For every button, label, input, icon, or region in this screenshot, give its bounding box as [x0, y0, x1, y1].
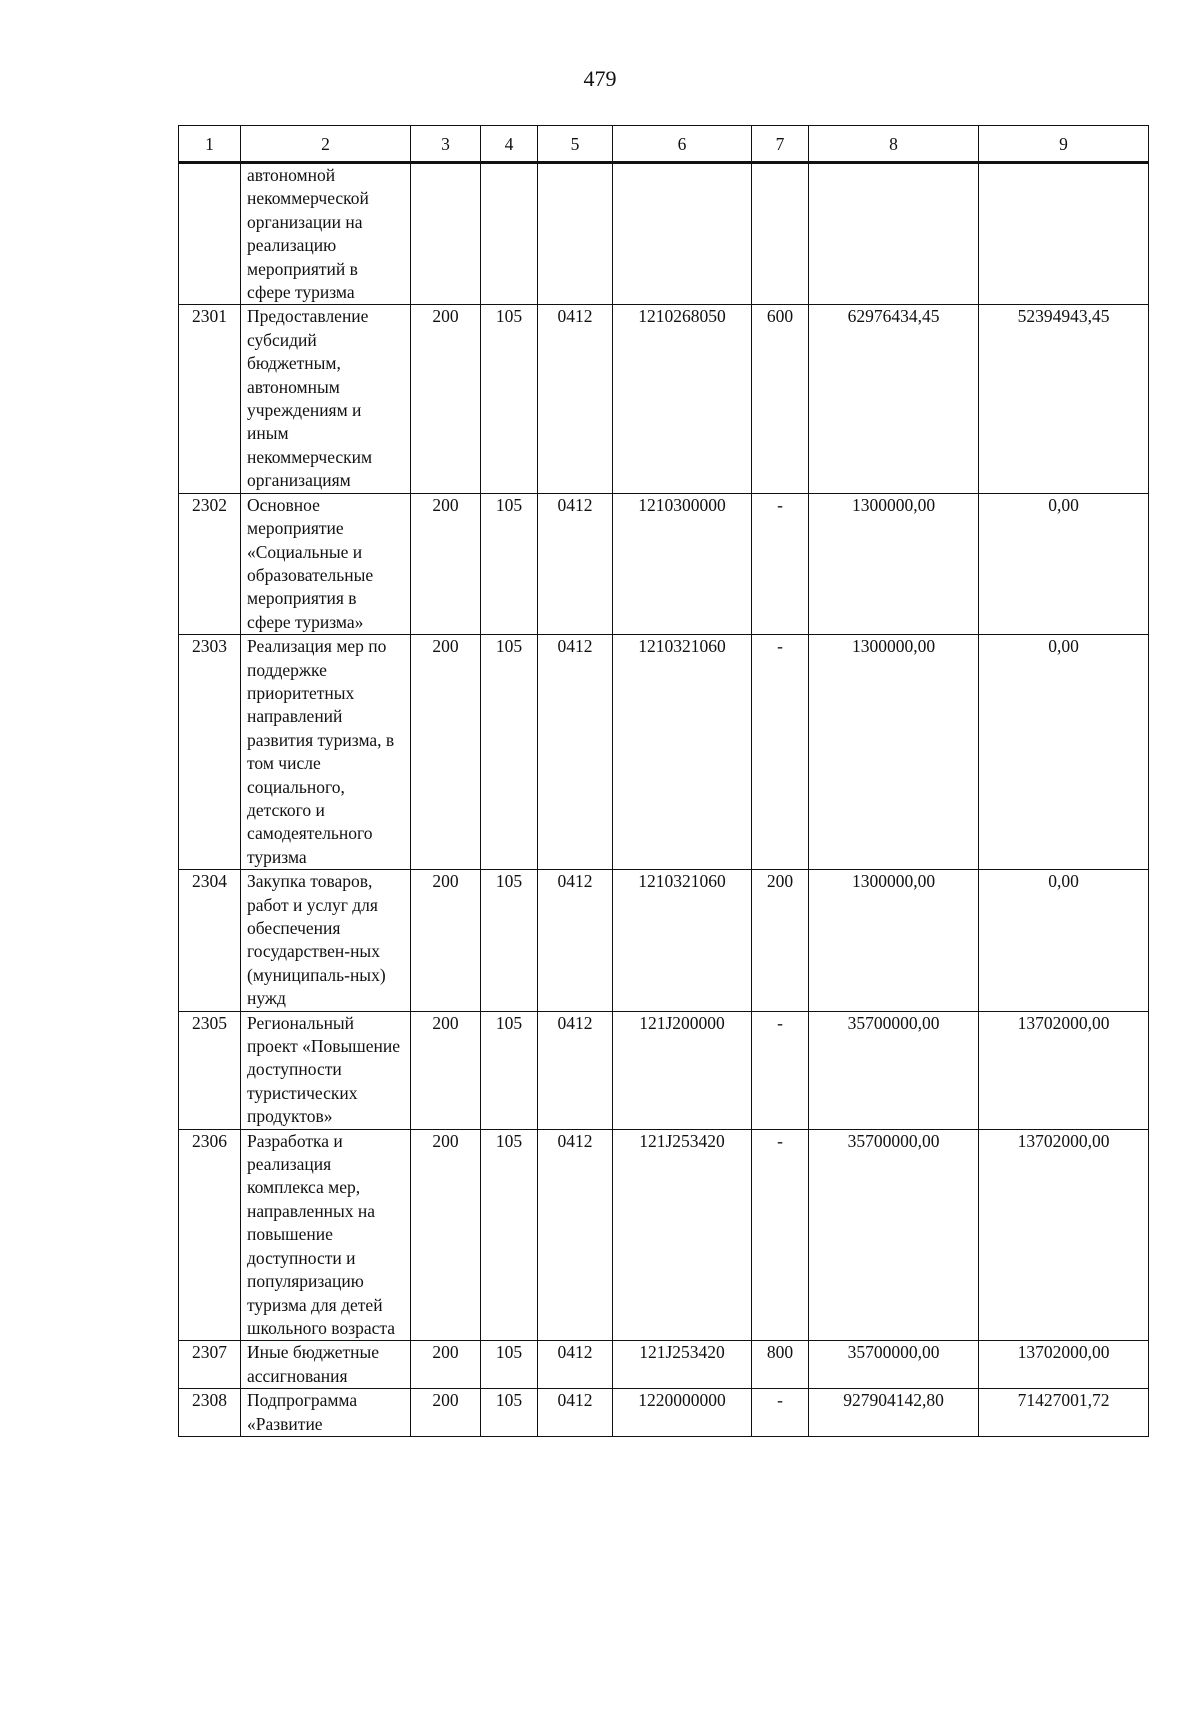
table-row	[179, 305, 1149, 493]
row-col5: 0412	[538, 1011, 613, 1129]
row-col4: 105	[481, 870, 538, 1011]
row-col8: 1300000,00	[809, 493, 979, 634]
row-col4: 105	[481, 1389, 538, 1437]
table-row	[179, 1129, 1149, 1341]
row-col4: 105	[481, 1341, 538, 1389]
page-number: 479	[583, 66, 617, 91]
row-col9: 0,00	[979, 635, 1149, 870]
row-name: Иные бюджетные ассигнования	[241, 1341, 411, 1389]
row-number: 2306	[179, 1129, 241, 1341]
header-row	[179, 126, 1149, 163]
table-row	[179, 163, 1149, 305]
header-cell-6: 6	[613, 126, 752, 163]
row-col7: 800	[752, 1341, 809, 1389]
row-col7: -	[752, 1011, 809, 1129]
table-header	[179, 126, 1149, 163]
row-col9	[979, 163, 1149, 305]
row-col3: 200	[411, 1011, 481, 1129]
budget-table	[178, 125, 1149, 1437]
row-number	[179, 163, 241, 305]
row-col4: 105	[481, 635, 538, 870]
row-col5: 0412	[538, 305, 613, 493]
row-col7: 200	[752, 870, 809, 1011]
header-cell-8: 8	[809, 126, 979, 163]
row-number: 2305	[179, 1011, 241, 1129]
row-col6: 1220000000	[613, 1389, 752, 1437]
row-col7: -	[752, 493, 809, 634]
row-col3: 200	[411, 1389, 481, 1437]
row-col8: 1300000,00	[809, 635, 979, 870]
header-cell-5: 5	[538, 126, 613, 163]
row-col3: 200	[411, 635, 481, 870]
row-col6: 121J253420	[613, 1341, 752, 1389]
row-col5: 0412	[538, 870, 613, 1011]
row-col3: 200	[411, 1129, 481, 1341]
row-col7: -	[752, 1129, 809, 1341]
row-col8: 927904142,80	[809, 1389, 979, 1437]
row-name: Предоставление субсидий бюджетным, автономным учреждениям и иным некоммерческим организациям	[241, 305, 411, 493]
row-col6: 1210268050	[613, 305, 752, 493]
row-col5: 0412	[538, 493, 613, 634]
row-col9: 13702000,00	[979, 1011, 1149, 1129]
row-col7	[752, 163, 809, 305]
row-col3: 200	[411, 305, 481, 493]
row-col9: 13702000,00	[979, 1341, 1149, 1389]
row-col7: 600	[752, 305, 809, 493]
header-cell-3: 3	[411, 126, 481, 163]
row-col9: 0,00	[979, 493, 1149, 634]
row-name: Разработка и реализация комплекса мер, направленных на повышение доступности и популяризацию туризма для детей школьного возраста	[241, 1129, 411, 1341]
row-col9: 52394943,45	[979, 305, 1149, 493]
row-col3: 200	[411, 1341, 481, 1389]
table-row	[179, 1341, 1149, 1389]
row-col6: 121J200000	[613, 1011, 752, 1129]
table-body	[179, 163, 1149, 1437]
row-col9: 71427001,72	[979, 1389, 1149, 1437]
row-name: Региональный проект «Повышение доступности туристических продуктов»	[241, 1011, 411, 1129]
row-col3	[411, 163, 481, 305]
row-number: 2304	[179, 870, 241, 1011]
row-col6: 1210321060	[613, 635, 752, 870]
table-row	[179, 635, 1149, 870]
header-cell-7: 7	[752, 126, 809, 163]
row-col4	[481, 163, 538, 305]
row-col8: 35700000,00	[809, 1011, 979, 1129]
row-col5: 0412	[538, 635, 613, 870]
row-col4: 105	[481, 1011, 538, 1129]
row-col4: 105	[481, 305, 538, 493]
row-number: 2301	[179, 305, 241, 493]
row-col6	[613, 163, 752, 305]
header-cell-9: 9	[979, 126, 1149, 163]
row-col8: 35700000,00	[809, 1341, 979, 1389]
row-number: 2303	[179, 635, 241, 870]
row-col8: 62976434,45	[809, 305, 979, 493]
row-col6: 1210321060	[613, 870, 752, 1011]
row-col8	[809, 163, 979, 305]
header-cell-1: 1	[179, 126, 241, 163]
row-col5	[538, 163, 613, 305]
row-col8: 35700000,00	[809, 1129, 979, 1341]
row-name: Реализация мер по поддержке приоритетных направлений развития туризма, в том числе социального, детского и самодеятельного туризма	[241, 635, 411, 870]
row-number: 2307	[179, 1341, 241, 1389]
row-col5: 0412	[538, 1129, 613, 1341]
row-col4: 105	[481, 1129, 538, 1341]
row-number: 2308	[179, 1389, 241, 1437]
table-row	[179, 870, 1149, 1011]
header-cell-4: 4	[481, 126, 538, 163]
table-row	[179, 1011, 1149, 1129]
row-name: Основное мероприятие «Социальные и образовательные мероприятия в сфере туризма»	[241, 493, 411, 634]
row-col6: 121J253420	[613, 1129, 752, 1341]
row-col5: 0412	[538, 1389, 613, 1437]
row-col7: -	[752, 635, 809, 870]
row-col3: 200	[411, 493, 481, 634]
table-row	[179, 1389, 1149, 1437]
row-col7: -	[752, 1389, 809, 1437]
row-number: 2302	[179, 493, 241, 634]
row-col4: 105	[481, 493, 538, 634]
row-col6: 1210300000	[613, 493, 752, 634]
table-row	[179, 493, 1149, 634]
header-cell-2: 2	[241, 126, 411, 163]
row-name: Закупка товаров, работ и услуг для обеспечения государствен-ных (муниципаль-ных) нужд	[241, 870, 411, 1011]
row-col9: 0,00	[979, 870, 1149, 1011]
row-col8: 1300000,00	[809, 870, 979, 1011]
row-name: Подпрограмма «Развитие	[241, 1389, 411, 1437]
row-col5: 0412	[538, 1341, 613, 1389]
row-col3: 200	[411, 870, 481, 1011]
row-name: автономной некоммерческой организации на реализацию мероприятий в сфере туризма	[241, 163, 411, 305]
row-col9: 13702000,00	[979, 1129, 1149, 1341]
